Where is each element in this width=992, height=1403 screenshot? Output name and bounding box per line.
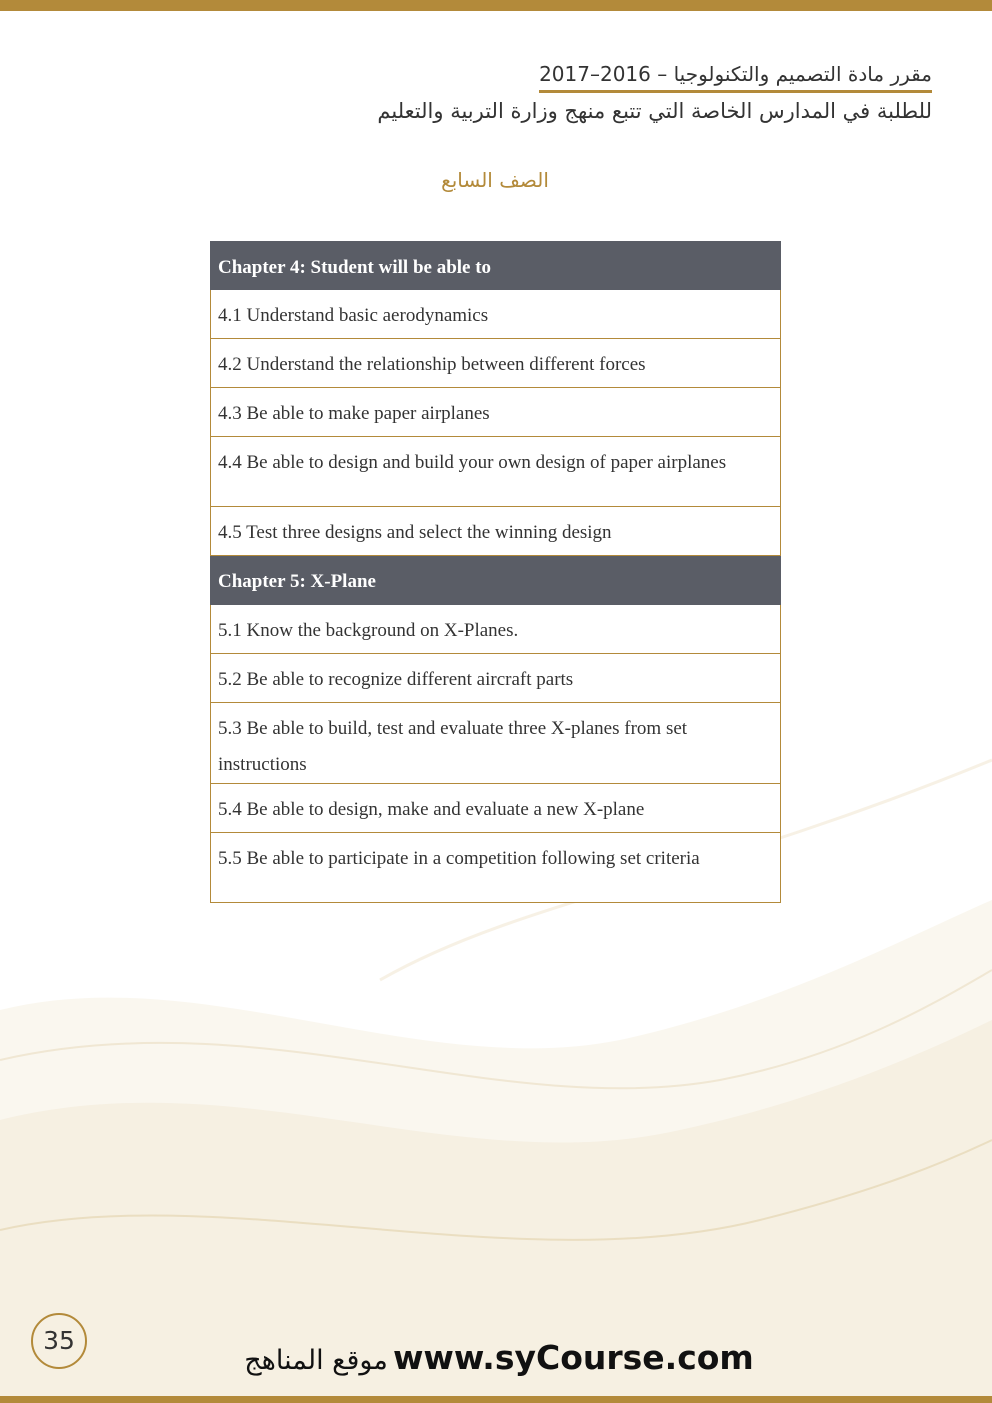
outcome-item: 4.4 Be able to design and build your own design of paper airplanes xyxy=(211,437,781,507)
table-row xyxy=(211,388,781,437)
table-row xyxy=(211,703,781,784)
grade-title: الصف السابع xyxy=(441,168,549,192)
course-subtitle: للطلبة في المدارس الخاصة التي تتبع منهج وزارة التربية والتعليم xyxy=(377,99,932,123)
outcome-item: 5.4 Be able to design, make and evaluate a new X-plane xyxy=(211,784,781,833)
table-row xyxy=(211,833,781,903)
table-header-row xyxy=(211,556,781,605)
top-accent-bar xyxy=(0,0,992,11)
table-row xyxy=(211,654,781,703)
course-title: مقرر مادة التصميم والتكنولوجيا – 2016–2017 xyxy=(539,62,932,93)
footer-site-name: موقع المناهج xyxy=(244,1345,388,1376)
page-header xyxy=(377,62,932,123)
footer-watermark xyxy=(215,1338,775,1377)
outcome-item: 5.3 Be able to build, test and evaluate three X-planes from set instructions xyxy=(211,703,781,784)
outcome-item: 5.1 Know the background on X-Planes. xyxy=(211,605,781,654)
table-row xyxy=(211,507,781,556)
chapter-heading: Chapter 4: Student will be able to xyxy=(211,242,781,290)
table-row xyxy=(211,784,781,833)
outcome-item: 5.2 Be able to recognize different aircraft parts xyxy=(211,654,781,703)
bottom-accent-bar xyxy=(0,1396,992,1403)
table-header-row xyxy=(211,242,781,290)
footer-url: www.syCourse.com xyxy=(392,1338,754,1377)
chapter-heading: Chapter 5: X-Plane xyxy=(211,556,781,605)
table-row xyxy=(211,437,781,507)
outcome-item: 5.5 Be able to participate in a competition following set criteria xyxy=(211,833,781,903)
table-row xyxy=(211,290,781,339)
table-row xyxy=(211,605,781,654)
outcome-item: 4.2 Understand the relationship between different forces xyxy=(211,339,781,388)
outcome-item: 4.1 Understand basic aerodynamics xyxy=(211,290,781,339)
outcome-item: 4.5 Test three designs and select the winning design xyxy=(211,507,781,556)
learning-outcomes-table xyxy=(210,241,781,903)
page-number: 35 xyxy=(31,1313,87,1369)
table-row xyxy=(211,339,781,388)
outcome-item: 4.3 Be able to make paper airplanes xyxy=(211,388,781,437)
